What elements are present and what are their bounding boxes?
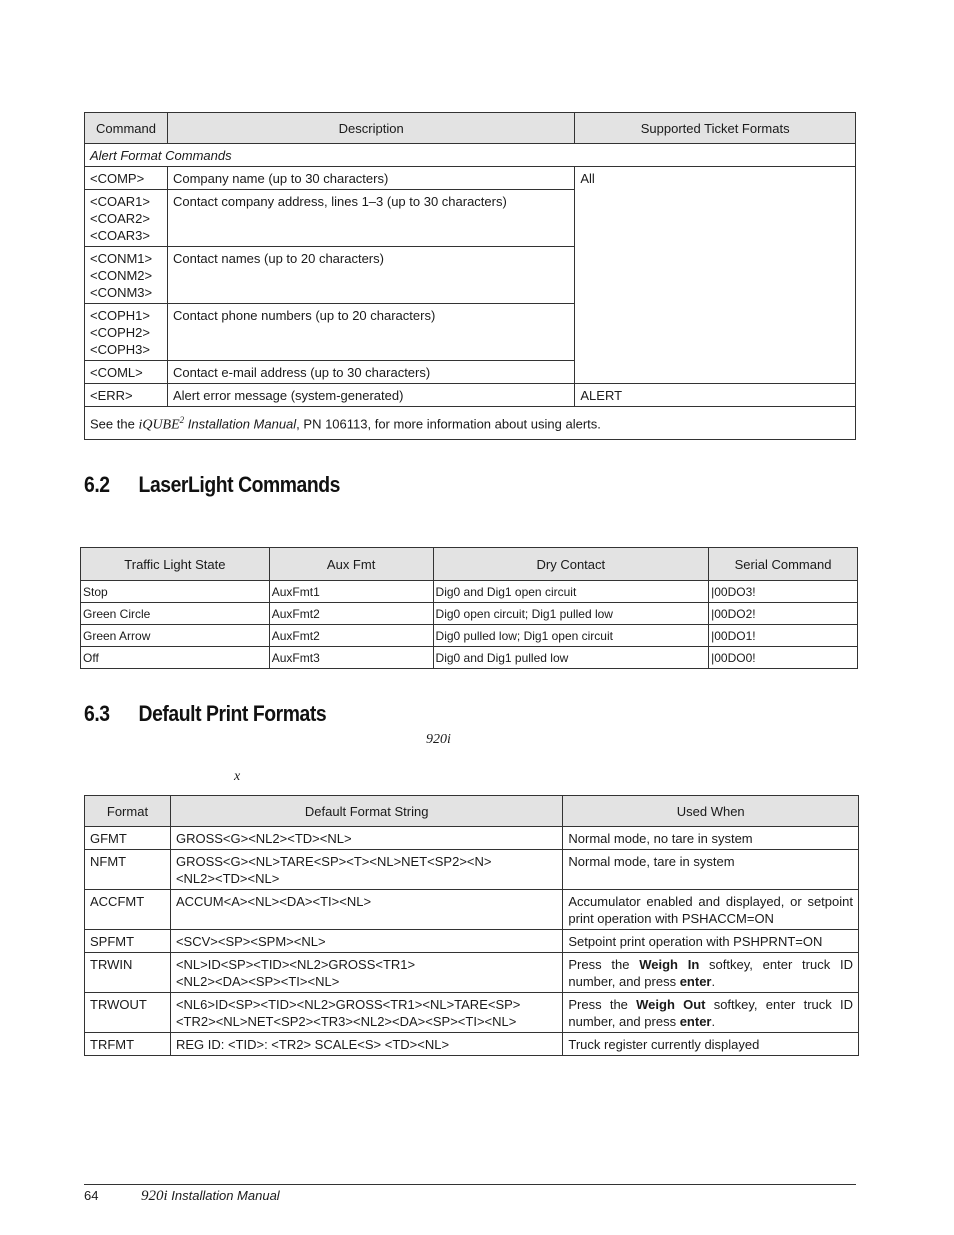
format-string-cell [170, 953, 562, 993]
used-when-cell [563, 953, 859, 993]
used-when-text: softkey, enter truck ID number, and press [568, 997, 853, 1029]
table-row [81, 625, 858, 647]
note-prefix: See the [90, 416, 139, 432]
footer-rule [84, 1184, 856, 1185]
format-string-line: REG ID: <TID>: <TR2> SCALE<S> <TD><NL> [175, 1037, 450, 1052]
format-string-cell [170, 827, 562, 850]
format-string-cell [170, 850, 562, 890]
table-cell: Dig0 and Dig1 open circuit [433, 581, 709, 603]
command-text: <COPH1> [90, 308, 150, 323]
header-traffic-state: Traffic Light State [81, 548, 270, 581]
section-heading-6-2 [84, 472, 340, 498]
description-cell: Alert error message (system-generated) [167, 384, 574, 407]
used-when-text: Press the [568, 997, 637, 1012]
table-cell: AuxFmt2 [269, 625, 433, 647]
table-cell: |00DO2! [709, 603, 858, 625]
note-manual: Installation Manual [184, 416, 297, 432]
print-formats-table [84, 795, 859, 1056]
table-row [85, 850, 859, 890]
command-cell [85, 361, 168, 384]
used-when-text: softkey, enter truck ID number, and press [568, 957, 853, 989]
description-cell: Contact e-mail address (up to 30 characters) [167, 361, 574, 384]
table-header-row [81, 548, 858, 581]
softkey-name: Weigh Out [636, 997, 706, 1012]
command-cell [85, 247, 168, 304]
table-row [81, 647, 858, 669]
table-cell: |00DO0! [709, 647, 858, 669]
format-string-cell [170, 890, 562, 930]
header-description: Description [167, 113, 574, 144]
table-row [85, 384, 856, 407]
format-string-line: <NL2><TD><NL> [175, 871, 280, 886]
format-cell: TRWIN [85, 953, 171, 993]
command-text: <CONM3> [90, 285, 153, 300]
format-string-line: <NL2><DA><SP><TI><NL> [175, 974, 340, 989]
used-when-text: . [711, 974, 716, 989]
laserlight-table [80, 547, 858, 669]
used-when-cell: Normal mode, no tare in system [563, 827, 859, 850]
description-cell: Contact names (up to 20 characters) [167, 247, 574, 304]
format-string-line: <SCV><SP><SPM><NL> [175, 934, 326, 949]
table-row [85, 890, 859, 930]
format-string-line: ACCUM<A><NL><DA><TI><NL> [175, 894, 372, 909]
command-cell [85, 190, 168, 247]
used-when-cell: Normal mode, tare in system [563, 850, 859, 890]
page-number: 64 [84, 1188, 99, 1203]
table-cell: Stop [81, 581, 270, 603]
table-header-row [85, 796, 859, 827]
table-row [85, 1033, 859, 1056]
command-text: <COPH2> [90, 325, 150, 340]
formats-cell: ALERT [575, 384, 856, 407]
note-row [85, 407, 856, 440]
section-heading-6-3 [84, 701, 326, 727]
softkey-name: Weigh In [639, 957, 700, 972]
table-cell: Dig0 open circuit; Dig1 pulled low [433, 603, 709, 625]
body-fragment: x [234, 769, 241, 784]
note-suffix: , PN 106113, for more information about using alerts. [296, 416, 601, 432]
table-cell: Dig0 and Dig1 pulled low [433, 647, 709, 669]
format-cell: TRFMT [85, 1033, 171, 1056]
table-header-row [85, 113, 856, 144]
table-row [85, 827, 859, 850]
table-row [81, 603, 858, 625]
format-string-cell [170, 993, 562, 1033]
table-cell: Green Circle [81, 603, 270, 625]
section-title: LaserLight Commands [138, 472, 340, 497]
format-cell: TRWOUT [85, 993, 171, 1033]
table-cell: |00DO3! [709, 581, 858, 603]
used-when-cell: Setpoint print operation with PSHPRNT=ON [563, 930, 859, 953]
used-when-text: Press the [568, 957, 640, 972]
command-cell [85, 304, 168, 361]
footer-product: 920i [141, 1188, 168, 1204]
format-string-line: GROSS<G><NL2><TD><NL> [175, 831, 352, 846]
command-cell [85, 167, 168, 190]
note-cell [85, 407, 856, 440]
header-used-when: Used When [563, 796, 859, 827]
command-text: <COML> [90, 365, 143, 380]
command-cell [85, 384, 168, 407]
used-when-cell: Accumulator enabled and displayed, or setpoint print operation with PSHACCM=ON [563, 890, 859, 930]
section-number: 6.2 [84, 472, 110, 497]
header-format-string: Default Format String [170, 796, 562, 827]
header-dry-contact: Dry Contact [433, 548, 709, 581]
table-cell: Dig0 pulled low; Dig1 open circuit [433, 625, 709, 647]
table-row [85, 993, 859, 1033]
header-formats: Supported Ticket Formats [575, 113, 856, 144]
key-name: enter [679, 1014, 712, 1029]
body-fragment: 920i [426, 732, 451, 747]
format-string-line: <TR2><NL>NET<SP2><TR3><NL2><DA><SP><TI><NL> [175, 1014, 517, 1029]
used-when-cell [563, 993, 859, 1033]
format-cell: NFMT [85, 850, 171, 890]
header-format: Format [85, 796, 171, 827]
table-row [85, 953, 859, 993]
table-cell: Green Arrow [81, 625, 270, 647]
command-text: <CONM1> [90, 251, 153, 266]
section-label: Alert Format Commands [85, 144, 856, 167]
table-cell: AuxFmt1 [269, 581, 433, 603]
used-when-text: . [711, 1014, 716, 1029]
format-string-cell [170, 930, 562, 953]
key-name: enter [679, 974, 712, 989]
command-text: <COAR3> [90, 228, 150, 243]
table-row [81, 581, 858, 603]
format-cell: SPFMT [85, 930, 171, 953]
section-title: Default Print Formats [138, 701, 327, 726]
format-cell: ACCFMT [85, 890, 171, 930]
note-sup: 2 [179, 415, 185, 425]
command-text: <COAR2> [90, 211, 150, 226]
command-text: <COAR1> [90, 194, 150, 209]
header-aux-fmt: Aux Fmt [269, 548, 433, 581]
table-row [85, 930, 859, 953]
header-serial-command: Serial Command [709, 548, 858, 581]
command-text: <COPH3> [90, 342, 150, 357]
command-text: <ERR> [90, 388, 133, 403]
format-string-cell [170, 1033, 562, 1056]
formats-cell: All [575, 167, 856, 384]
table-cell: Off [81, 647, 270, 669]
format-string-line: <NL>ID<SP><TID><NL2>GROSS<TR1> [175, 957, 416, 972]
format-string-line: <NL6>ID<SP><TID><NL2>GROSS<TR1><NL>TARE<SP> [175, 997, 521, 1012]
table-cell: AuxFmt2 [269, 603, 433, 625]
description-cell: Contact company address, lines 1–3 (up to 30 characters) [167, 190, 574, 247]
format-cell: GFMT [85, 827, 171, 850]
note-product: iQUBE [138, 417, 180, 433]
table-cell: |00DO1! [709, 625, 858, 647]
description-cell: Company name (up to 30 characters) [167, 167, 574, 190]
format-string-line: GROSS<G><NL>TARE<SP><T><NL>NET<SP2><N> [175, 854, 492, 869]
footer-manual: Installation Manual [167, 1188, 280, 1203]
used-when-cell: Truck register currently displayed [563, 1033, 859, 1056]
table-cell: AuxFmt3 [269, 647, 433, 669]
section-row [85, 144, 856, 167]
description-cell: Contact phone numbers (up to 20 characters) [167, 304, 574, 361]
footer-title [141, 1188, 280, 1205]
command-text: <CONM2> [90, 268, 153, 283]
header-command: Command [85, 113, 168, 144]
alert-commands-table [84, 112, 856, 440]
section-number: 6.3 [84, 701, 110, 726]
table-row [85, 167, 856, 190]
command-text: <COMP> [90, 171, 145, 186]
